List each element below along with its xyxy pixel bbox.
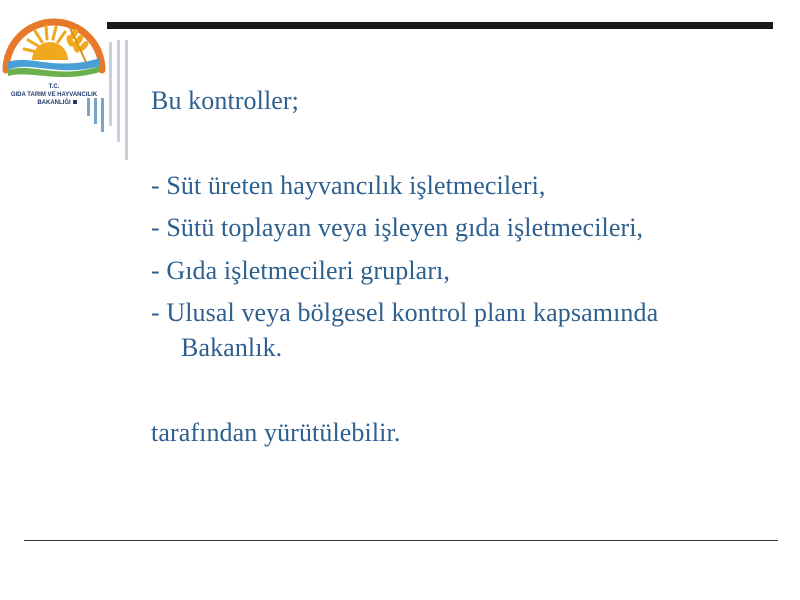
list-item: - Sütü toplayan veya işleyen gıda işletmecileri, <box>151 213 644 242</box>
list-item: - Ulusal veya bölgesel kontrol planı kapsamında <box>151 298 659 327</box>
ministry-logo <box>0 0 110 110</box>
decorative-bar <box>109 42 112 126</box>
top-divider <box>107 22 773 29</box>
bottom-divider <box>24 540 778 541</box>
decorative-bar <box>117 40 120 142</box>
list-item: - Gıda işletmecileri grupları, <box>151 256 451 285</box>
closing-text: tarafından yürütülebilir. <box>151 418 401 447</box>
decorative-bar <box>125 40 128 160</box>
list-item: - Süt üreten hayvancılık işletmecileri, <box>151 171 546 200</box>
intro-text: Bu kontroller; <box>151 86 299 115</box>
logo-text-ministry: GIDA TARIM VE HAYVANCILIK <box>10 92 98 98</box>
decorative-bar <box>87 98 90 116</box>
logo-text-tc: T.C. <box>48 84 60 90</box>
decorative-square <box>73 100 77 104</box>
list-item-continuation: Bakanlık. <box>181 333 283 362</box>
decorative-bar <box>94 98 97 124</box>
logo-text-bakanlik: BAKANLIĞI <box>37 100 71 106</box>
decorative-bar <box>101 98 104 132</box>
